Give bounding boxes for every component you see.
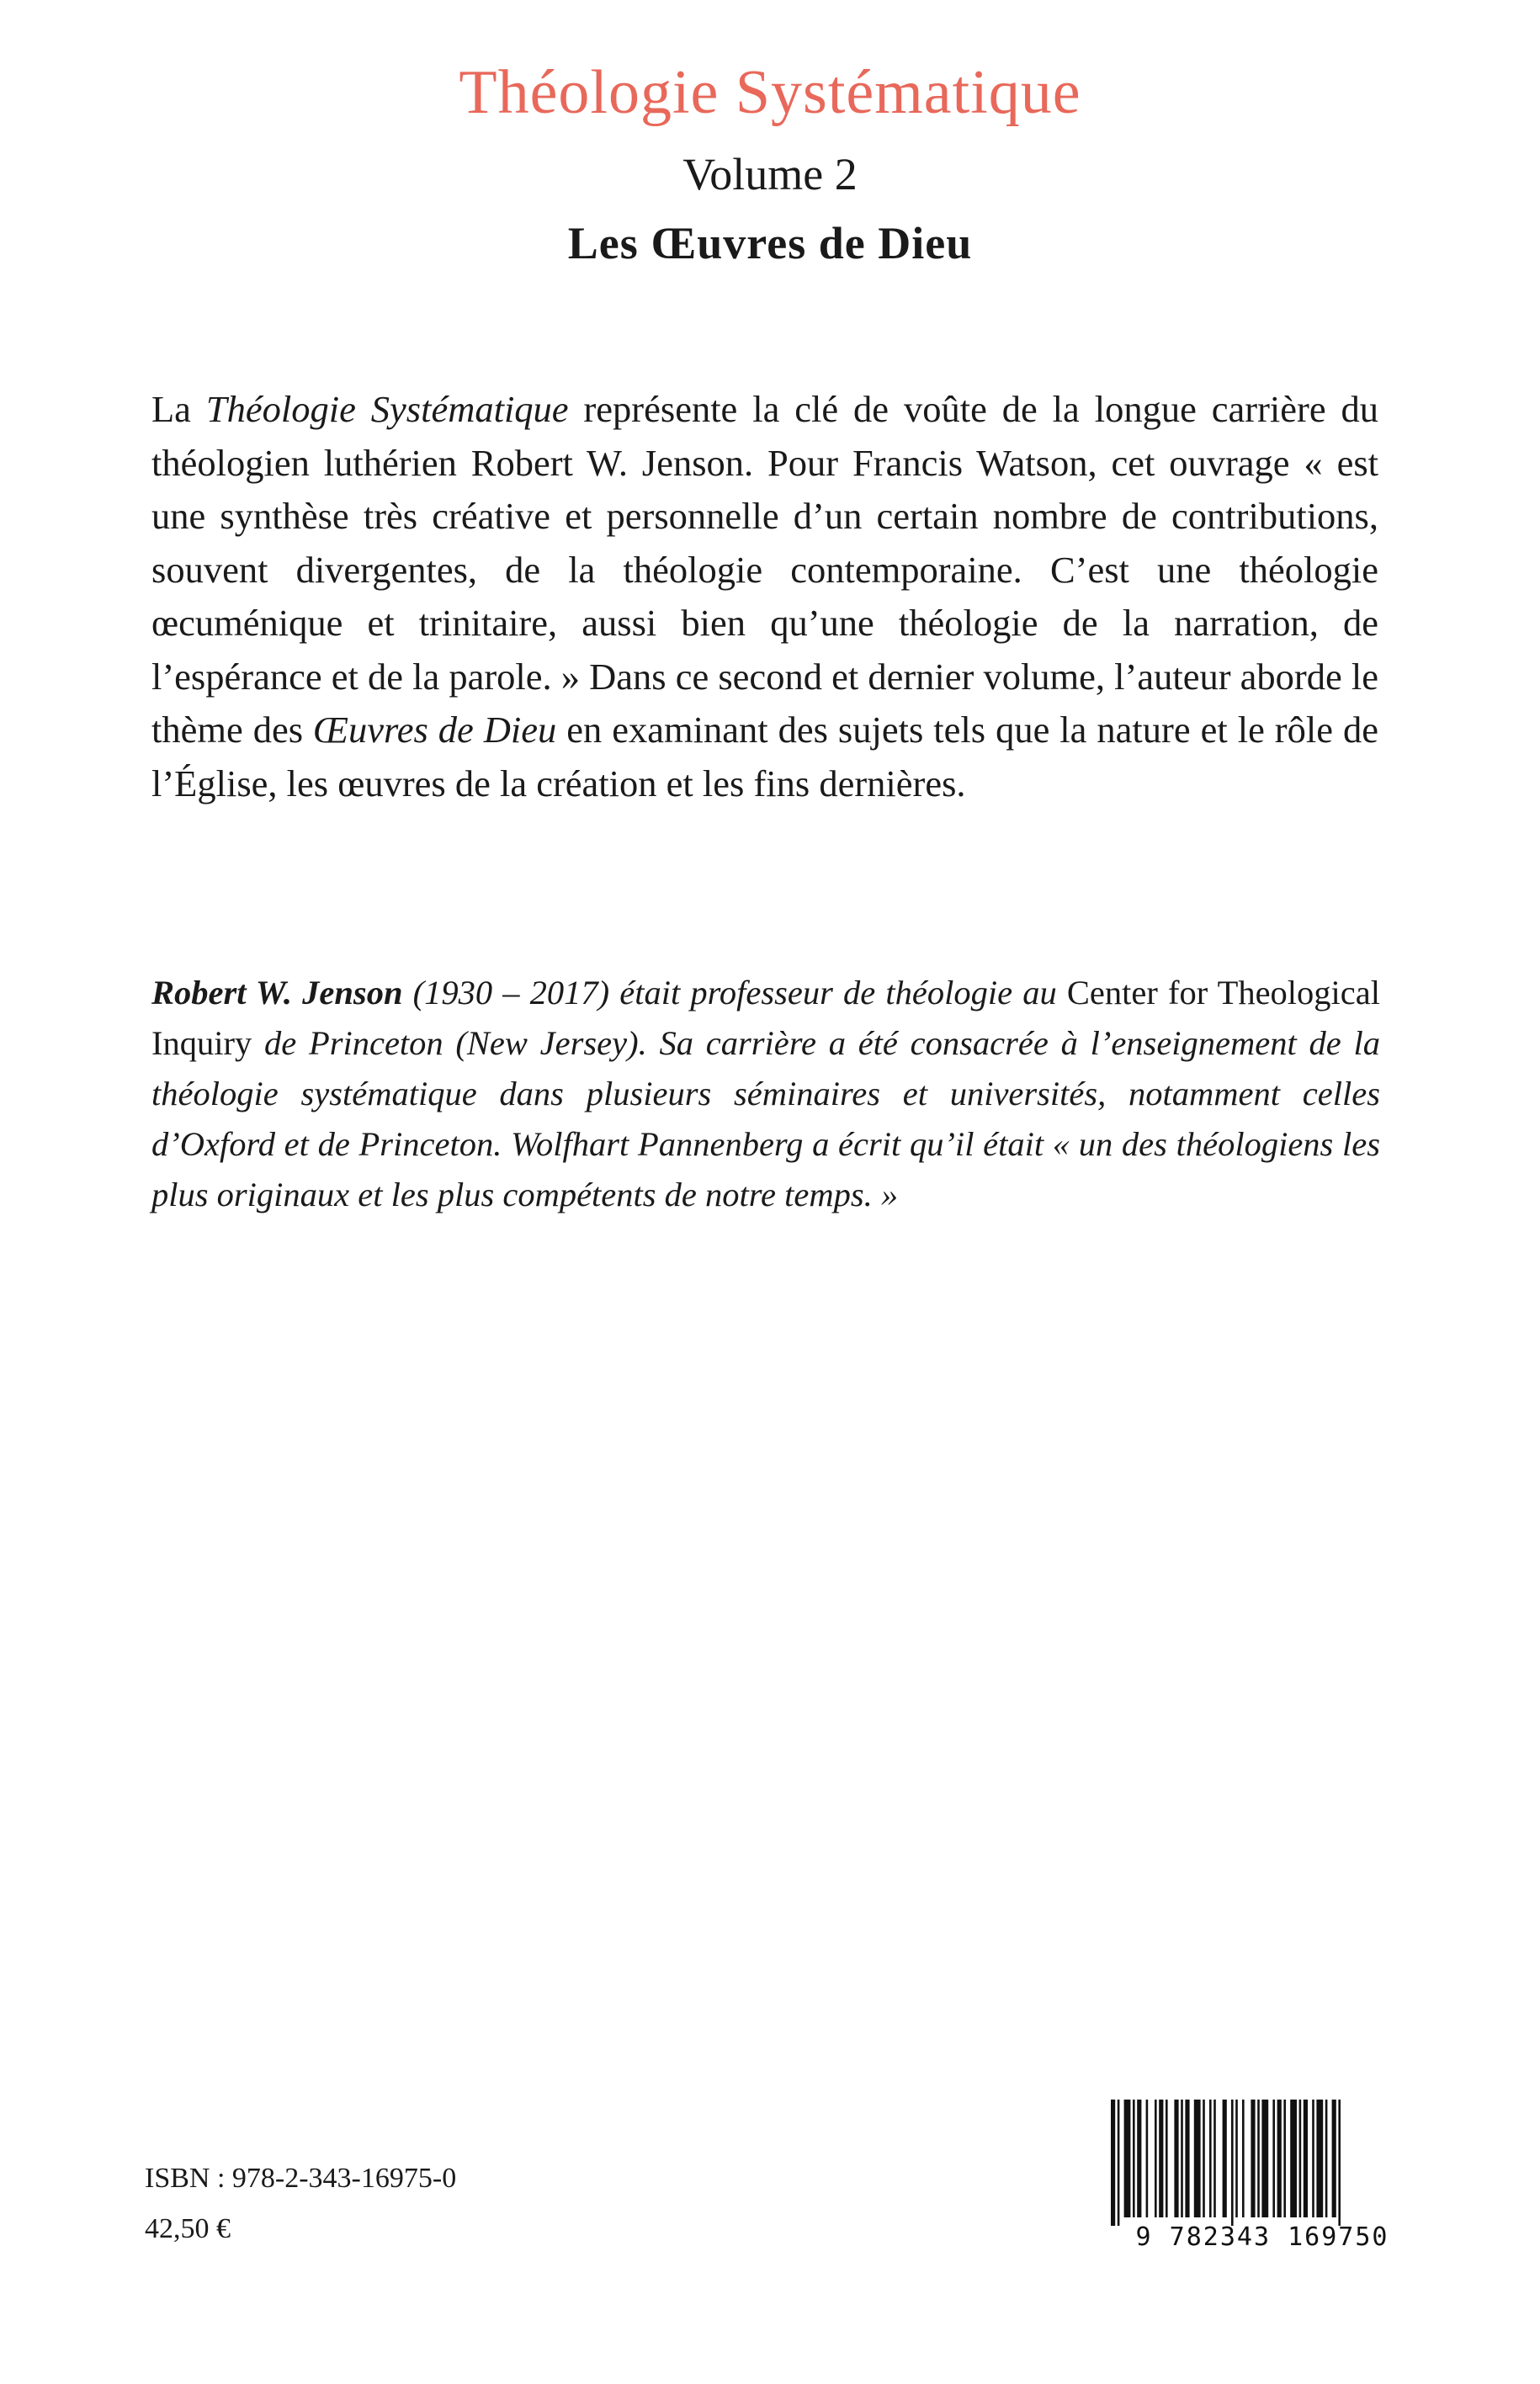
barcode-bar [1146, 2100, 1149, 2217]
isbn: ISBN : 978-2-343-16975-0 [145, 2163, 457, 2194]
barcode-bar [1299, 2100, 1302, 2217]
barcode-bar [1181, 2100, 1183, 2217]
book-title: Théologie Systématique [459, 58, 1081, 127]
blurb-works-italic: Œuvres de Dieu [313, 709, 557, 751]
barcode-bar [1338, 2100, 1341, 2226]
bio-text-2: de Princeton (New Jersey). Sa carrière a été consacrée à l’enseignement de la théologie systématique dans plusieurs séminaires et universités, notamment celles d’Oxford et de Princeton. Wolfhart Pannenberg a écrit qu’il était « un des théologiens les plus originaux et les plus compétents de notre temps. » [151, 1024, 1380, 1213]
barcode-bar [1166, 2100, 1168, 2217]
volume-subtitle: Les Œuvres de Dieu [567, 218, 973, 268]
blurb-text-c: en examinant des sujets tels que la nature et le rôle de l’Église, les œuvres de la création et les fins dernières. [151, 709, 1378, 804]
barcode-bar [1332, 2100, 1336, 2217]
barcode-bar [1124, 2100, 1131, 2217]
barcode-bar [1235, 2100, 1238, 2217]
barcode-bar [1257, 2100, 1260, 2217]
barcode-bar [1283, 2100, 1286, 2217]
author-bio [151, 968, 1380, 1220]
barcode-bar [1223, 2100, 1227, 2217]
barcode-bar [1159, 2100, 1163, 2217]
barcode-bar [1155, 2100, 1157, 2217]
barcode-bar [1304, 2100, 1308, 2217]
barcode-bar [1133, 2100, 1135, 2217]
barcode-bar [1111, 2100, 1115, 2226]
price: 42,50 € [145, 2213, 231, 2244]
barcode-bar [1137, 2100, 1141, 2217]
barcode-bar [1185, 2100, 1189, 2217]
barcode-bar [1251, 2100, 1255, 2217]
barcode-bar [1290, 2100, 1297, 2217]
barcode-bar [1325, 2100, 1328, 2217]
barcode [1094, 2100, 1431, 2259]
volume-number: Volume 2 [682, 149, 858, 199]
barcode-bar [1242, 2100, 1245, 2217]
barcode-bar [1209, 2100, 1212, 2217]
barcode-bar [1213, 2100, 1216, 2217]
barcode-bar [1203, 2100, 1205, 2217]
bio-institution: Center for Theological Inquiry [151, 974, 1381, 1062]
barcode-bar [1277, 2100, 1282, 2217]
blurb-title-italic: Théologie Systématique [205, 388, 569, 430]
barcode-bar [1118, 2100, 1120, 2226]
blurb-text-b: représente la clé de voûte de la longue carrière du théologien luthérien Robert W. Jenson. Pour Francis Watson, cet ouvrage « est une synthèse très créative et personnelle d’un certain nombre de contributions, souvent divergentes, de la théologie contemporaine. C’est une théologie œcuménique et trinitaire, aussi bien qu’une théologie de la narration, de l’espérance et de la parole. » Dans ce second et dernier volume, l’auteur aborde le thème des [151, 388, 1378, 751]
barcode-bar [1272, 2100, 1275, 2217]
blurb-paragraph [151, 383, 1378, 810]
barcode-bars [1094, 2100, 1431, 2226]
barcode-bar [1231, 2100, 1234, 2226]
blurb-text-a: La [151, 388, 206, 430]
barcode-bar [1316, 2100, 1323, 2217]
bio-text-1: (1930 – 2017) était professeur de théologie au [402, 974, 1067, 1011]
barcode-bar [1312, 2100, 1314, 2217]
barcode-bar [1174, 2100, 1178, 2217]
barcode-bar [1194, 2100, 1201, 2217]
barcode-bar [1261, 2100, 1268, 2217]
barcode-digits: 9 782343 169750 [1135, 2222, 1389, 2252]
author-name: Robert W. Jenson [151, 974, 403, 1011]
